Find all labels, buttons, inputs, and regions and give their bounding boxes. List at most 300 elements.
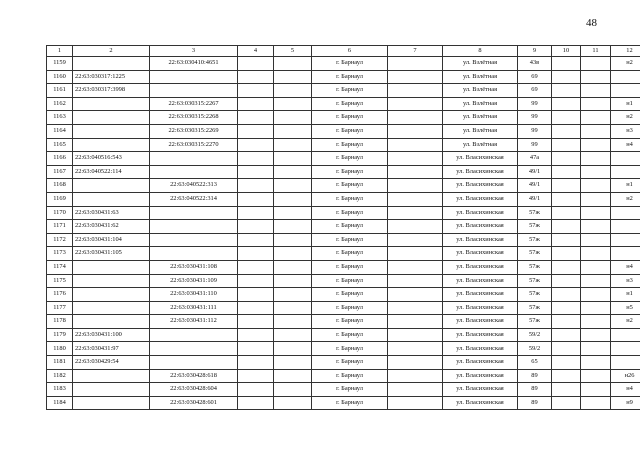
table-cell-col-5	[274, 328, 312, 342]
table-cell-col-5	[274, 342, 312, 356]
table-cell-col-12	[611, 84, 640, 98]
table-cell-col-7	[388, 70, 443, 84]
table-cell-col-2	[73, 138, 150, 152]
table-cell-col-2: 22:63:030431:62	[73, 220, 150, 234]
table-cell-col-5	[274, 84, 312, 98]
table-cell-col-10	[552, 70, 581, 84]
table-cell-col-4	[238, 315, 274, 329]
table-cell-col-3: 22:63:030410:4651	[150, 57, 238, 71]
table-cell-col-6: г. Барнаул	[312, 342, 388, 356]
page-number: 48	[586, 17, 597, 29]
table-cell-col-2	[73, 315, 150, 329]
table-cell-col-6: г. Барнаул	[312, 220, 388, 234]
registry-table	[46, 45, 640, 410]
table-row	[47, 383, 640, 397]
table-cell-col-9: 57ж	[518, 206, 552, 220]
table-cell-col-7	[388, 274, 443, 288]
table-cell-col-3	[150, 233, 238, 247]
table-cell-col-7	[388, 383, 443, 397]
table-cell-col-7	[388, 396, 443, 410]
table-cell-col-4	[238, 369, 274, 383]
table-cell-col-10	[552, 192, 581, 206]
table-cell-col-4	[238, 152, 274, 166]
column-header-5: 5	[274, 46, 312, 57]
table-cell-col-10	[552, 315, 581, 329]
table-cell-col-1: 1177	[47, 301, 73, 315]
table-cell-col-7	[388, 315, 443, 329]
table-cell-col-12	[611, 328, 640, 342]
table-cell-col-6: г. Барнаул	[312, 152, 388, 166]
table-cell-col-12	[611, 165, 640, 179]
table-cell-col-9: 57ж	[518, 247, 552, 261]
table-row	[47, 124, 640, 138]
table-cell-col-2	[73, 383, 150, 397]
table-cell-col-12: н3	[611, 274, 640, 288]
table-row	[47, 260, 640, 274]
table-cell-col-10	[552, 152, 581, 166]
table-cell-col-1: 1165	[47, 138, 73, 152]
table-cell-col-3: 22:63:030315:2269	[150, 124, 238, 138]
column-header-11: 11	[581, 46, 611, 57]
table-cell-col-7	[388, 192, 443, 206]
table-cell-col-2: 22:63:030431:63	[73, 206, 150, 220]
table-row	[47, 111, 640, 125]
table-cell-col-12: н5	[611, 301, 640, 315]
table-cell-col-6: г. Барнаул	[312, 328, 388, 342]
table-cell-col-11	[581, 383, 611, 397]
table-cell-col-11	[581, 342, 611, 356]
table-cell-col-4	[238, 383, 274, 397]
table-cell-col-7	[388, 84, 443, 98]
table-row	[47, 315, 640, 329]
table-cell-col-6: г. Барнаул	[312, 383, 388, 397]
table-cell-col-11	[581, 70, 611, 84]
table-row	[47, 247, 640, 261]
table-cell-col-2: 22:63:030431:104	[73, 233, 150, 247]
table-cell-col-10	[552, 342, 581, 356]
table-row	[47, 301, 640, 315]
table-cell-col-9: 99	[518, 138, 552, 152]
column-header-4: 4	[238, 46, 274, 57]
table-cell-col-10	[552, 57, 581, 71]
table-cell-col-6: г. Барнаул	[312, 138, 388, 152]
table-cell-col-5	[274, 111, 312, 125]
table-cell-col-6: г. Барнаул	[312, 192, 388, 206]
table-cell-col-12: н4	[611, 383, 640, 397]
table-cell-col-9: 65	[518, 356, 552, 370]
table-cell-col-12: н2	[611, 192, 640, 206]
table-cell-col-6: г. Барнаул	[312, 274, 388, 288]
table-cell-col-11	[581, 356, 611, 370]
table-cell-col-7	[388, 301, 443, 315]
table-cell-col-8: ул. Власихинская	[443, 152, 518, 166]
table-cell-col-2	[73, 179, 150, 193]
table-cell-col-7	[388, 206, 443, 220]
table-cell-col-4	[238, 165, 274, 179]
table-row	[47, 342, 640, 356]
table-cell-col-5	[274, 233, 312, 247]
table-cell-col-9: 43в	[518, 57, 552, 71]
table-cell-col-12: н2	[611, 57, 640, 71]
table-cell-col-3: 22:63:030428:601	[150, 396, 238, 410]
table-cell-col-10	[552, 301, 581, 315]
table-cell-col-6: г. Барнаул	[312, 97, 388, 111]
table-cell-col-8: ул. Власихинская	[443, 369, 518, 383]
table-cell-col-2: 22:63:030431:97	[73, 342, 150, 356]
table-cell-col-1: 1175	[47, 274, 73, 288]
table-cell-col-10	[552, 124, 581, 138]
table-cell-col-6: г. Барнаул	[312, 301, 388, 315]
table-cell-col-3	[150, 165, 238, 179]
table-cell-col-3: 22:63:030315:2267	[150, 97, 238, 111]
table-cell-col-2	[73, 288, 150, 302]
table-cell-col-11	[581, 206, 611, 220]
table-cell-col-4	[238, 192, 274, 206]
table-cell-col-4	[238, 111, 274, 125]
table-cell-col-2	[73, 124, 150, 138]
table-cell-col-6: г. Барнаул	[312, 179, 388, 193]
table-cell-col-3	[150, 356, 238, 370]
table-cell-col-2	[73, 97, 150, 111]
table-cell-col-3: 22:63:030315:2268	[150, 111, 238, 125]
table-row	[47, 233, 640, 247]
table-cell-col-9: 57ж	[518, 288, 552, 302]
table-cell-col-4	[238, 233, 274, 247]
table-cell-col-6: г. Барнаул	[312, 70, 388, 84]
column-header-9: 9	[518, 46, 552, 57]
table-cell-col-3: 22:63:030428:618	[150, 369, 238, 383]
table-cell-col-9: 57ж	[518, 260, 552, 274]
table-cell-col-11	[581, 260, 611, 274]
table-row	[47, 220, 640, 234]
table-cell-col-5	[274, 97, 312, 111]
table-cell-col-10	[552, 233, 581, 247]
table-cell-col-5	[274, 165, 312, 179]
table-cell-col-11	[581, 192, 611, 206]
table-cell-col-12: н1	[611, 288, 640, 302]
table-cell-col-2: 22:63:040522:114	[73, 165, 150, 179]
table-cell-col-11	[581, 369, 611, 383]
table-cell-col-10	[552, 247, 581, 261]
table-cell-col-11	[581, 152, 611, 166]
table-cell-col-11	[581, 315, 611, 329]
table-cell-col-4	[238, 179, 274, 193]
column-header-2: 2	[73, 46, 150, 57]
table-cell-col-1: 1163	[47, 111, 73, 125]
table-cell-col-11	[581, 97, 611, 111]
table-cell-col-8: ул. Власихинская	[443, 165, 518, 179]
header-row	[47, 46, 640, 57]
table-row	[47, 84, 640, 98]
table-cell-col-3	[150, 152, 238, 166]
table-cell-col-6: г. Барнаул	[312, 84, 388, 98]
table-cell-col-3: 22:63:030431:110	[150, 288, 238, 302]
table-cell-col-1: 1162	[47, 97, 73, 111]
table-cell-col-12	[611, 220, 640, 234]
table-cell-col-6: г. Барнаул	[312, 111, 388, 125]
table-cell-col-12	[611, 70, 640, 84]
table-cell-col-5	[274, 369, 312, 383]
table-cell-col-2	[73, 111, 150, 125]
table-cell-col-3: 22:63:040522:313	[150, 179, 238, 193]
table-cell-col-2	[73, 192, 150, 206]
table-cell-col-9: 59/2	[518, 328, 552, 342]
table-cell-col-12: н1	[611, 179, 640, 193]
table-cell-col-9: 57ж	[518, 315, 552, 329]
table-cell-col-6: г. Барнаул	[312, 288, 388, 302]
table-cell-col-7	[388, 220, 443, 234]
table-cell-col-8: ул. Взлётная	[443, 111, 518, 125]
table-cell-col-6: г. Барнаул	[312, 396, 388, 410]
table-cell-col-9: 69	[518, 84, 552, 98]
column-header-1: 1	[47, 46, 73, 57]
table-cell-col-12	[611, 233, 640, 247]
table-cell-col-5	[274, 152, 312, 166]
table-cell-col-3: 22:63:030428:604	[150, 383, 238, 397]
table-cell-col-4	[238, 328, 274, 342]
table-cell-col-12: н2	[611, 315, 640, 329]
table-cell-col-10	[552, 97, 581, 111]
table-cell-col-3	[150, 328, 238, 342]
table-cell-col-5	[274, 57, 312, 71]
table-cell-col-6: г. Барнаул	[312, 247, 388, 261]
table-cell-col-9: 99	[518, 97, 552, 111]
table-cell-col-7	[388, 369, 443, 383]
table-cell-col-5	[274, 288, 312, 302]
table-cell-col-9: 57ж	[518, 220, 552, 234]
table-cell-col-3	[150, 342, 238, 356]
table-cell-col-7	[388, 356, 443, 370]
table-row	[47, 369, 640, 383]
table-cell-col-4	[238, 274, 274, 288]
table-cell-col-4	[238, 260, 274, 274]
table-cell-col-3	[150, 206, 238, 220]
table-cell-col-6: г. Барнаул	[312, 124, 388, 138]
table-row	[47, 274, 640, 288]
table-cell-col-4	[238, 138, 274, 152]
table-cell-col-3: 22:63:030431:109	[150, 274, 238, 288]
table-cell-col-1: 1164	[47, 124, 73, 138]
table-cell-col-4	[238, 396, 274, 410]
table-cell-col-1: 1176	[47, 288, 73, 302]
table-cell-col-8: ул. Взлётная	[443, 97, 518, 111]
table-cell-col-9: 89	[518, 383, 552, 397]
table-cell-col-12: н2	[611, 111, 640, 125]
table-cell-col-7	[388, 342, 443, 356]
table-cell-col-12: н3	[611, 124, 640, 138]
table-cell-col-9: 57ж	[518, 233, 552, 247]
table-cell-col-2: 22:63:030317:1225	[73, 70, 150, 84]
table-cell-col-8: ул. Власихинская	[443, 220, 518, 234]
table-row	[47, 288, 640, 302]
table-cell-col-5	[274, 260, 312, 274]
table-cell-col-6: г. Барнаул	[312, 57, 388, 71]
table-cell-col-8: ул. Власихинская	[443, 206, 518, 220]
table-cell-col-8: ул. Власихинская	[443, 356, 518, 370]
table-cell-col-8: ул. Власихинская	[443, 233, 518, 247]
table-cell-col-8: ул. Власихинская	[443, 247, 518, 261]
table-cell-col-3: 22:63:030431:111	[150, 301, 238, 315]
table-cell-col-10	[552, 111, 581, 125]
table-cell-col-1: 1167	[47, 165, 73, 179]
table-cell-col-11	[581, 111, 611, 125]
table-row	[47, 152, 640, 166]
table-cell-col-2	[73, 396, 150, 410]
table-cell-col-4	[238, 124, 274, 138]
table-cell-col-11	[581, 274, 611, 288]
table-cell-col-8: ул. Власихинская	[443, 328, 518, 342]
table-cell-col-10	[552, 165, 581, 179]
table-cell-col-6: г. Барнаул	[312, 356, 388, 370]
table-cell-col-2	[73, 274, 150, 288]
table-cell-col-2	[73, 301, 150, 315]
table-cell-col-8: ул. Власихинская	[443, 301, 518, 315]
table-cell-col-8: ул. Власихинская	[443, 274, 518, 288]
table-cell-col-9: 99	[518, 124, 552, 138]
table-cell-col-7	[388, 260, 443, 274]
table-cell-col-12: н26	[611, 369, 640, 383]
table-cell-col-3: 22:63:030431:108	[150, 260, 238, 274]
table-cell-col-11	[581, 328, 611, 342]
table-cell-col-10	[552, 369, 581, 383]
table-cell-col-7	[388, 179, 443, 193]
table-cell-col-2: 22:63:030429:54	[73, 356, 150, 370]
table-cell-col-9: 99	[518, 111, 552, 125]
table-cell-col-8: ул. Взлётная	[443, 70, 518, 84]
table-cell-col-8: ул. Власихинская	[443, 315, 518, 329]
table-cell-col-8: ул. Взлётная	[443, 124, 518, 138]
table-cell-col-8: ул. Власихинская	[443, 288, 518, 302]
table-cell-col-2	[73, 57, 150, 71]
table-cell-col-11	[581, 220, 611, 234]
table-cell-col-4	[238, 356, 274, 370]
table-cell-col-12	[611, 206, 640, 220]
table-cell-col-4	[238, 342, 274, 356]
table-cell-col-9: 89	[518, 369, 552, 383]
table-cell-col-1: 1170	[47, 206, 73, 220]
table-cell-col-2: 22:63:040516:543	[73, 152, 150, 166]
table-cell-col-1: 1171	[47, 220, 73, 234]
table-cell-col-11	[581, 247, 611, 261]
table-cell-col-5	[274, 192, 312, 206]
table-cell-col-8: ул. Власихинская	[443, 396, 518, 410]
table-cell-col-5	[274, 301, 312, 315]
table-cell-col-7	[388, 124, 443, 138]
table-cell-col-5	[274, 396, 312, 410]
table-cell-col-11	[581, 57, 611, 71]
table-cell-col-4	[238, 206, 274, 220]
table-cell-col-1: 1160	[47, 70, 73, 84]
table-cell-col-2: 22:63:030431:105	[73, 247, 150, 261]
table-cell-col-7	[388, 97, 443, 111]
table-cell-col-10	[552, 274, 581, 288]
table-cell-col-10	[552, 220, 581, 234]
table-cell-col-1: 1183	[47, 383, 73, 397]
table-cell-col-1: 1161	[47, 84, 73, 98]
table-cell-col-8: ул. Власихинская	[443, 383, 518, 397]
table-cell-col-1: 1172	[47, 233, 73, 247]
table-cell-col-7	[388, 152, 443, 166]
table-cell-col-9: 57ж	[518, 274, 552, 288]
table-cell-col-6: г. Барнаул	[312, 260, 388, 274]
table-cell-col-5	[274, 356, 312, 370]
table-body	[47, 57, 640, 410]
table-row	[47, 179, 640, 193]
table-cell-col-11	[581, 396, 611, 410]
column-header-10: 10	[552, 46, 581, 57]
table-cell-col-12	[611, 356, 640, 370]
table-cell-col-12	[611, 152, 640, 166]
table-cell-col-5	[274, 206, 312, 220]
table-cell-col-1: 1178	[47, 315, 73, 329]
table-row	[47, 70, 640, 84]
table-row	[47, 328, 640, 342]
table-cell-col-11	[581, 165, 611, 179]
table-cell-col-11	[581, 84, 611, 98]
table-cell-col-1: 1182	[47, 369, 73, 383]
table-cell-col-3	[150, 247, 238, 261]
table-cell-col-2: 22:63:030317:3998	[73, 84, 150, 98]
table-cell-col-1: 1169	[47, 192, 73, 206]
table-cell-col-9: 49/1	[518, 165, 552, 179]
table-cell-col-4	[238, 301, 274, 315]
table-cell-col-7	[388, 328, 443, 342]
table-cell-col-6: г. Барнаул	[312, 165, 388, 179]
table-cell-col-9: 89	[518, 396, 552, 410]
table-cell-col-8: ул. Взлётная	[443, 138, 518, 152]
table-cell-col-11	[581, 124, 611, 138]
table-cell-col-4	[238, 220, 274, 234]
table-cell-col-7	[388, 288, 443, 302]
table-cell-col-6: г. Барнаул	[312, 369, 388, 383]
table-cell-col-3	[150, 70, 238, 84]
table-cell-col-1: 1159	[47, 57, 73, 71]
table-cell-col-1: 1174	[47, 260, 73, 274]
table-cell-col-7	[388, 247, 443, 261]
table-cell-col-9: 47а	[518, 152, 552, 166]
table-cell-col-5	[274, 315, 312, 329]
column-header-7: 7	[388, 46, 443, 57]
table-cell-col-9: 49/1	[518, 179, 552, 193]
table-cell-col-9: 59/2	[518, 342, 552, 356]
table-cell-col-12: н1	[611, 97, 640, 111]
table-row	[47, 192, 640, 206]
table-row	[47, 165, 640, 179]
table-cell-col-8: ул. Власихинская	[443, 179, 518, 193]
table-cell-col-10	[552, 356, 581, 370]
table-row	[47, 97, 640, 111]
table-cell-col-8: ул. Власихинская	[443, 342, 518, 356]
table-cell-col-6: г. Барнаул	[312, 206, 388, 220]
table-cell-col-5	[274, 383, 312, 397]
table-cell-col-10	[552, 383, 581, 397]
table-cell-col-12	[611, 247, 640, 261]
table-cell-col-5	[274, 124, 312, 138]
table-cell-col-3: 22:63:030431:112	[150, 315, 238, 329]
column-header-12: 12	[611, 46, 640, 57]
table-cell-col-7	[388, 111, 443, 125]
table-cell-col-12	[611, 342, 640, 356]
table-row	[47, 206, 640, 220]
table-cell-col-4	[238, 288, 274, 302]
table-row	[47, 396, 640, 410]
table-row	[47, 57, 640, 71]
table-cell-col-7	[388, 57, 443, 71]
table-cell-col-8: ул. Власихинская	[443, 192, 518, 206]
table-cell-col-4	[238, 84, 274, 98]
table-cell-col-9: 69	[518, 70, 552, 84]
table-row	[47, 138, 640, 152]
